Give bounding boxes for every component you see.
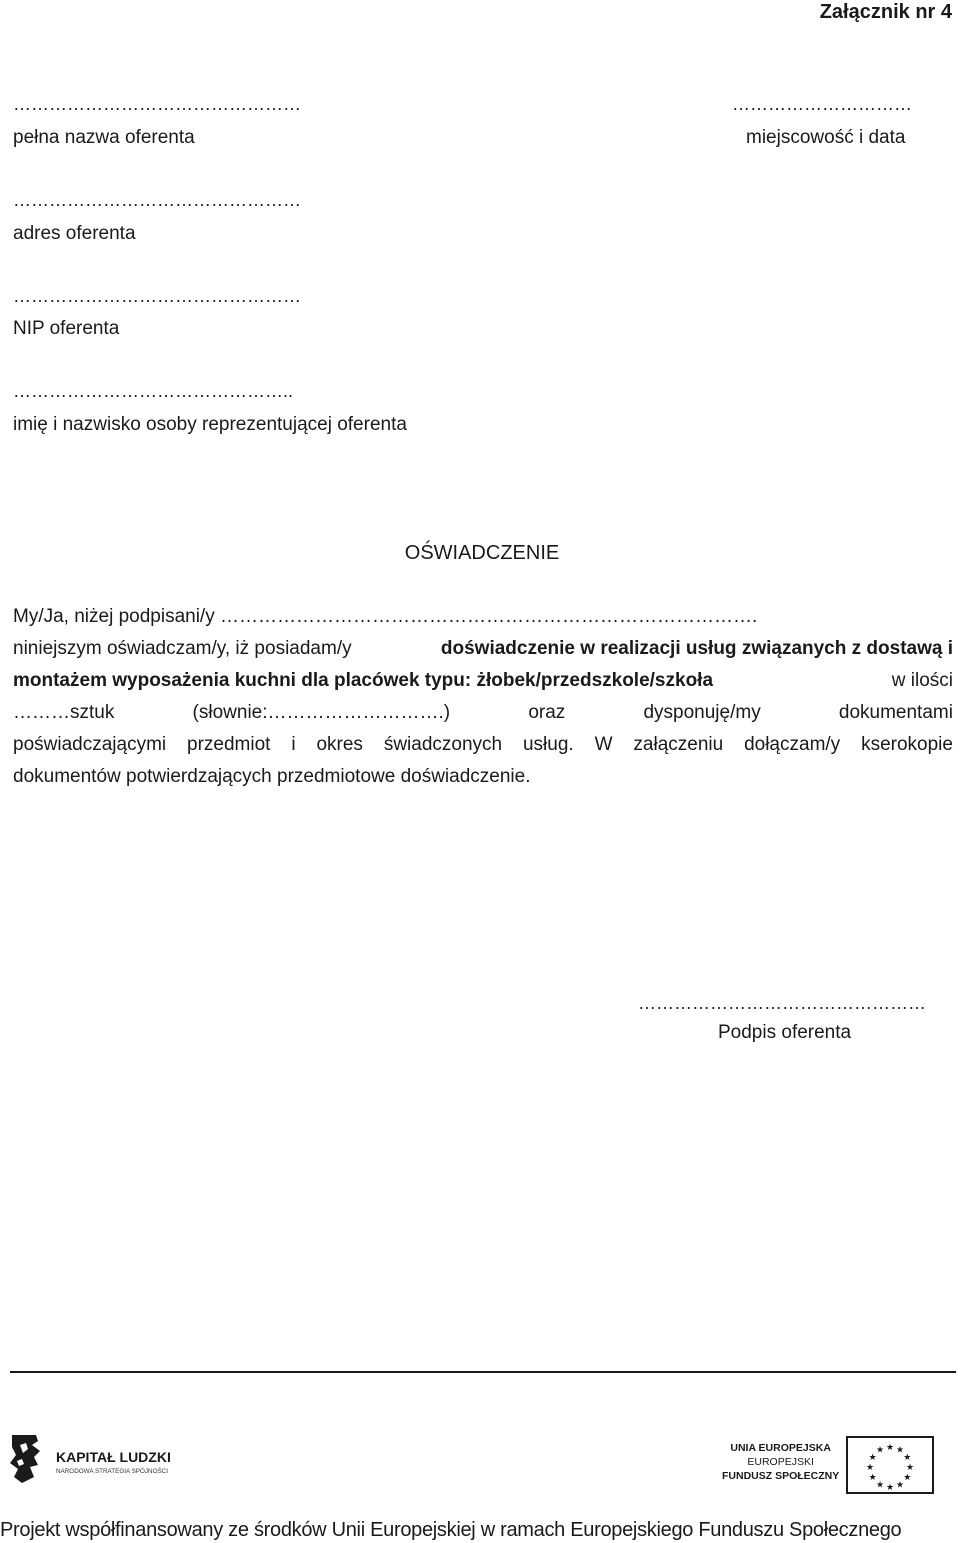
svg-text:★: ★ [895, 1445, 905, 1456]
statement-text: dysponuję/my [643, 702, 761, 723]
eu-logo-text [722, 1441, 839, 1483]
statement-text: przedmiot [187, 734, 271, 755]
statement-bold-text: doświadczenie w realizacji usług związanych z dostawą i [440, 638, 953, 659]
statement-text: W [594, 734, 613, 755]
nip-dots: ………………………………………… [13, 286, 301, 306]
statement-text: kserokopie [861, 734, 953, 755]
representative-label: imię i nazwisko osoby reprezentującej oferenta [13, 414, 407, 435]
svg-text:★: ★ [885, 1443, 895, 1453]
statement-text: załączeniu [633, 734, 724, 755]
svg-text:★: ★ [875, 1480, 885, 1491]
statement-line-4 [13, 697, 953, 729]
statement-text: i [291, 734, 296, 755]
document-title: OŚWIADCZENIE [404, 542, 560, 564]
eu-flag-icon [846, 1436, 934, 1494]
signature-label: Podpis oferenta [718, 1022, 852, 1043]
svg-text:★: ★ [903, 1453, 912, 1463]
eu-line-3: FUNDUSZ SPOŁECZNY [722, 1470, 840, 1482]
statement-line-6 [13, 761, 953, 793]
svg-text:★: ★ [875, 1445, 885, 1456]
statement-text: w ilości [891, 670, 953, 691]
statement-bold-text: montażem wyposażenia kuchni dla placówek typu: żłobek/przedszkole/szkoła [13, 670, 714, 691]
eu-stars-icon [848, 1438, 932, 1492]
statement-text: (słownie:……………………….) [192, 702, 451, 723]
svg-text:★: ★ [868, 1453, 877, 1463]
signature-dots: ………………………………………… [638, 993, 926, 1013]
annex-label: Załącznik nr 4 [819, 1, 952, 23]
address-dots: ………………………………………… [13, 190, 301, 210]
statement-text: My/Ja, niżej podpisani/y …………………………………………………………………………. [13, 606, 758, 627]
representative-dots: ……………………………………….. [13, 381, 294, 401]
statement-line-3 [13, 665, 953, 697]
eu-line-1: UNIA EUROPEJSKA [730, 1442, 831, 1454]
statement-text: usług. [522, 734, 574, 755]
statement-text: dokumentami [838, 702, 953, 723]
statement-text: świadczonych [383, 734, 503, 755]
kapital-ludzki-logo [8, 1431, 178, 1491]
footer-funding-text: Projekt współfinansowany ze środków Unii Europejskiej w ramach Europejskiego Funduszu Społecznego [0, 1519, 902, 1541]
svg-text:★: ★ [905, 1463, 915, 1473]
address-label: adres oferenta [13, 223, 136, 244]
eu-line-2: EUROPEJSKI [747, 1456, 814, 1468]
name-label: pełna nazwa oferenta [13, 127, 195, 148]
statement-text: okres [316, 734, 363, 755]
statement-text: oraz [528, 702, 566, 723]
statement-text: dołączam/y [744, 734, 841, 755]
svg-text:★: ★ [865, 1463, 875, 1473]
statement-text: dokumentów potwierdzających przedmiotowe doświadczenie. [13, 766, 531, 787]
place-date-label: miejscowość i data [746, 127, 906, 148]
statement-text: niniejszym oświadczam/y, iż posiadam/y [13, 638, 352, 659]
name-dots: ………………………………………… [13, 94, 301, 114]
statement-line-5 [13, 729, 953, 761]
svg-text:★: ★ [885, 1483, 895, 1492]
statement-line-1 [13, 601, 953, 633]
svg-text:★: ★ [868, 1473, 877, 1483]
kapital-ludzki-title: KAPITAŁ LUDZKI [56, 1449, 171, 1465]
footer-divider [10, 1371, 956, 1373]
statement-line-2 [13, 633, 953, 665]
statement-paragraph [13, 601, 953, 793]
svg-text:★: ★ [895, 1480, 905, 1491]
place-date-dots: ………………………… [732, 94, 912, 114]
nip-label: NIP oferenta [13, 318, 120, 339]
statement-text: poświadczającymi [13, 734, 167, 755]
statement-text: ………sztuk [13, 702, 115, 723]
svg-text:★: ★ [903, 1473, 912, 1483]
kapital-ludzki-emblem-icon [8, 1431, 178, 1491]
kapital-ludzki-subtitle: NARODOWA STRATEGIA SPÓJNOŚCI [56, 1468, 168, 1475]
